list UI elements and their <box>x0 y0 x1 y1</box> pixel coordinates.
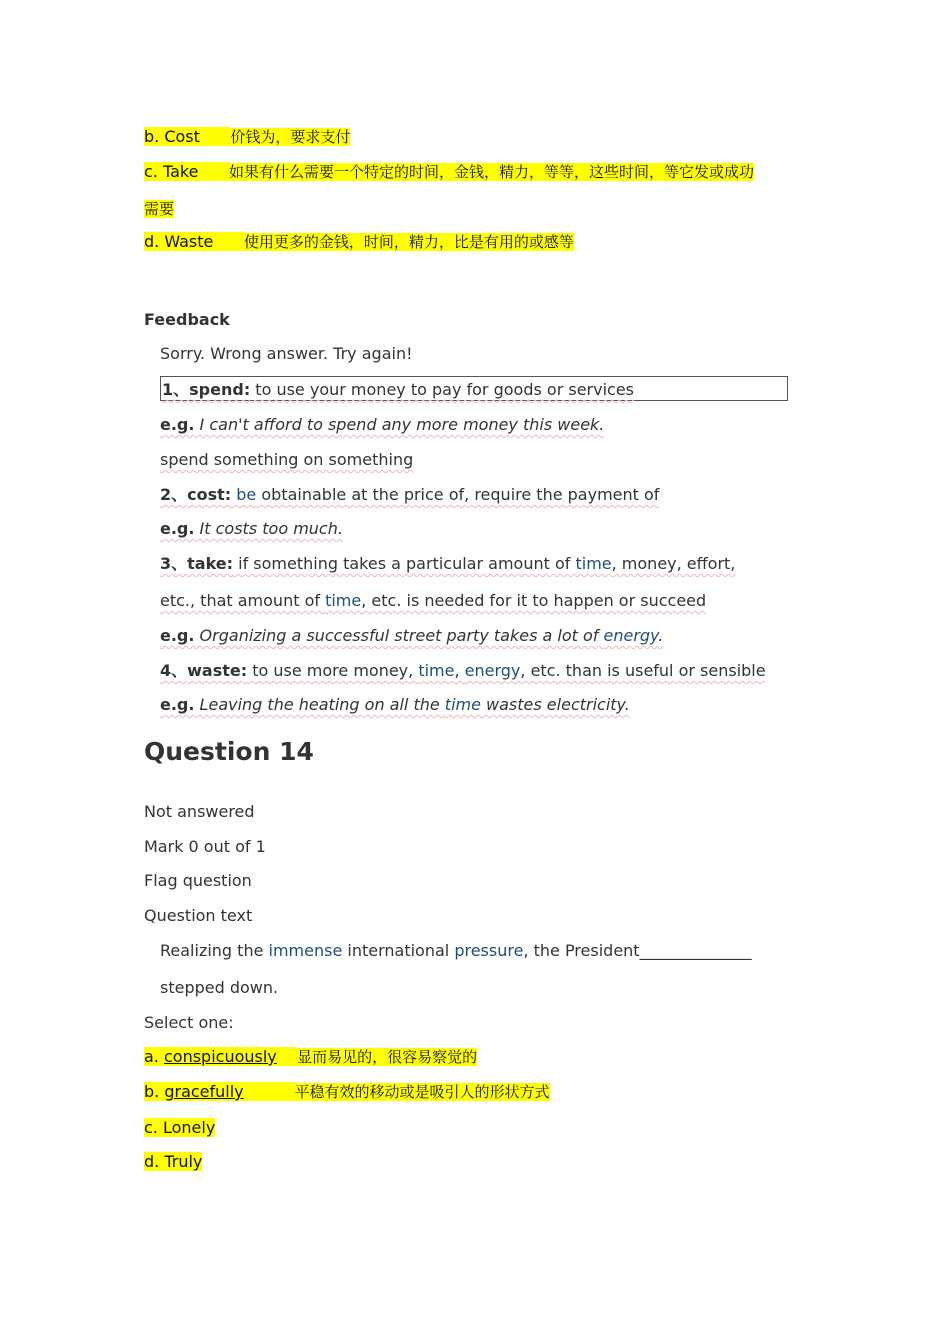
dictionary-link-be[interactable]: be <box>231 485 257 504</box>
question-text: , the President______________ <box>523 941 752 960</box>
question-sentence-continued: stepped down. <box>160 978 279 997</box>
dictionary-link-time[interactable]: time <box>575 554 612 573</box>
option-d-truly[interactable] <box>144 1152 202 1172</box>
feedback-sorry: Sorry. Wrong answer. Try again! <box>160 344 413 363</box>
option-translation: 如果有什么需要一个特定的时间，金钱，精力，等等，这些时间，等它发或成功 <box>228 163 754 181</box>
def-number: 2、 <box>160 485 188 504</box>
question-title: Question 14 <box>144 737 314 766</box>
def-word: cost: <box>187 485 232 504</box>
option-b-cost[interactable] <box>144 127 350 147</box>
eg-label: e.g. <box>160 519 195 538</box>
spend-phrase: spend something on something <box>160 450 414 469</box>
option-letter: b. <box>144 1082 165 1101</box>
option-label: c. Take <box>144 162 199 181</box>
dictionary-link-immense[interactable]: immense <box>268 941 343 960</box>
def-word: take: <box>187 554 234 573</box>
feedback-heading: Feedback <box>144 310 230 329</box>
def-number: 1、 <box>162 380 190 399</box>
eg-text: It costs too much. <box>194 519 343 538</box>
flag-question-link[interactable]: Flag question <box>144 871 252 890</box>
eg-label: e.g. <box>160 695 195 714</box>
option-word: conspicuously <box>163 1047 277 1066</box>
definition-take-continued <box>160 591 706 611</box>
def-word: spend: <box>189 380 251 399</box>
definition-cost <box>160 485 659 505</box>
dictionary-link-time[interactable]: time <box>325 591 362 610</box>
dictionary-link-time[interactable]: time <box>444 695 481 714</box>
eg-label: e.g. <box>160 626 195 645</box>
spacer <box>198 162 229 181</box>
option-translation: 平稳有效的移动或是吸引人的形状方式 <box>294 1083 550 1101</box>
option-c-take-continued <box>144 199 174 219</box>
option-c-take[interactable] <box>144 162 754 182</box>
definition-spend <box>162 380 634 400</box>
definition-take <box>160 554 735 574</box>
def-word: waste: <box>187 661 248 680</box>
def-number: 4、 <box>160 661 188 680</box>
option-translation: 显而易见的，很容易察觉的 <box>297 1048 478 1066</box>
dictionary-link-energy[interactable]: energy <box>603 626 659 645</box>
option-c-lonely[interactable] <box>144 1118 215 1138</box>
question-status: Not answered <box>144 802 255 821</box>
def-text: , etc. is needed for it to happen or succeed <box>361 591 707 610</box>
dictionary-link-time[interactable]: time <box>418 661 455 680</box>
question-mark: Mark 0 out of 1 <box>144 837 266 856</box>
example-take <box>160 626 663 646</box>
def-text: obtainable at the price of, require the payment of <box>256 485 660 504</box>
def-text: if something takes a particular amount of <box>233 554 576 573</box>
option-b-gracefully[interactable] <box>144 1082 550 1102</box>
eg-text: Leaving the heating on all the <box>194 695 445 714</box>
option-label: b. Cost <box>144 127 200 146</box>
eg-text: Organizing a successful street party takes a lot of <box>194 626 604 645</box>
example-waste <box>160 695 630 715</box>
def-text: , <box>454 661 465 680</box>
def-text: to use more money, <box>247 661 419 680</box>
eg-text: wastes electricity. <box>480 695 630 714</box>
option-label: d. Truly <box>144 1152 203 1171</box>
spacer <box>200 127 231 146</box>
example-cost <box>160 519 343 539</box>
dictionary-link-energy[interactable]: energy <box>464 661 521 680</box>
eg-label: e.g. <box>160 415 195 434</box>
option-translation: 使用更多的金钱，时间，精力，比是有用的或感等 <box>243 233 574 251</box>
eg-text: . <box>658 626 664 645</box>
definition-waste <box>160 661 766 681</box>
option-letter: a. <box>144 1047 164 1066</box>
spacer <box>277 1047 297 1066</box>
question-text: Realizing the <box>160 941 269 960</box>
option-d-waste[interactable] <box>144 232 574 252</box>
def-text: , etc. than is useful or sensible <box>520 661 766 680</box>
option-label: d. Waste <box>144 232 214 251</box>
def-text: , money, effort, <box>611 554 736 573</box>
option-a-conspicuously[interactable] <box>144 1047 477 1067</box>
select-one-label: Select one: <box>144 1013 234 1032</box>
option-translation-continued: 需要 <box>144 200 175 218</box>
option-label: c. Lonely <box>144 1118 216 1137</box>
option-translation: 价钱为，要求支付 <box>230 128 351 146</box>
eg-text: I can't afford to spend any more money this week. <box>194 415 605 434</box>
question-text: international <box>342 941 455 960</box>
question-text-label: Question text <box>144 906 253 925</box>
option-word: gracefully <box>164 1082 244 1101</box>
def-text: etc., that amount of <box>160 591 326 610</box>
def-number: 3、 <box>160 554 188 573</box>
spacer <box>213 232 244 251</box>
def-text: to use your money to pay for goods or services <box>250 380 634 399</box>
question-sentence <box>160 941 752 961</box>
spacer <box>244 1082 295 1101</box>
example-spend <box>160 415 604 435</box>
dictionary-link-pressure[interactable]: pressure <box>454 941 524 960</box>
